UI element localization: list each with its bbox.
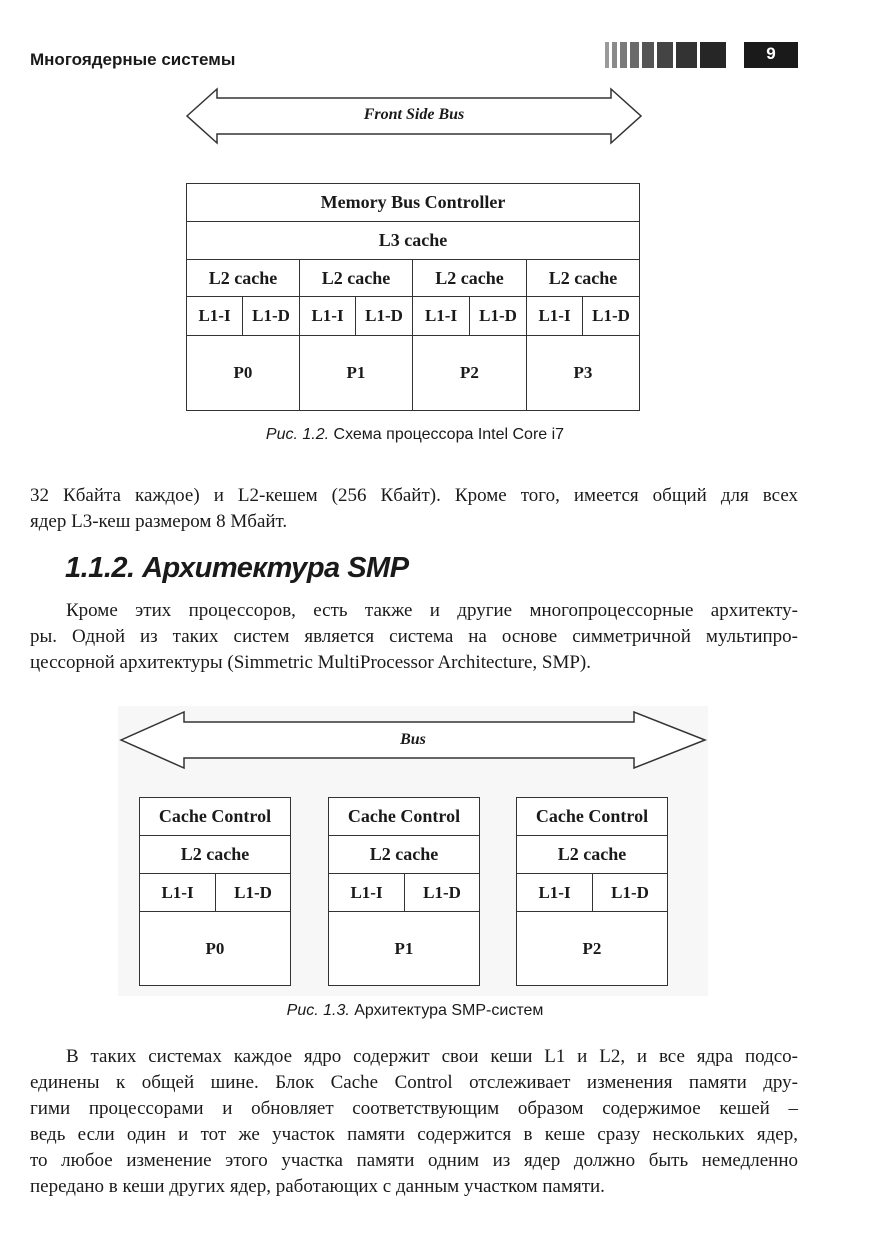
node-l1i: L1-I [516,873,593,912]
bus-label: Bus [400,731,426,748]
figure-caption-label: Рис. 1.3. [286,1002,350,1019]
section-heading: 1.1.2. Архитектура SMP [65,552,409,584]
core-l1d: L1-D [242,296,300,336]
front-side-bus-label: Front Side Bus [363,106,465,123]
node-l1i: L1-I [328,873,405,912]
text-line: Кроме этих процессоров, есть также и другие многопроцессорные архитекту- [66,600,798,621]
page-number: 9 [744,42,798,68]
core-processor: P2 [412,335,527,411]
core-l1i: L1-I [412,296,470,336]
node-l1d: L1-D [404,873,480,912]
text-line: цессорной архитектуры (Simmetric MultiProcessor Architecture, SMP). [30,652,592,673]
core-l1i: L1-I [526,296,583,336]
node-cache-control: Cache Control [516,797,668,836]
node-l1d: L1-D [592,873,668,912]
core-l1d: L1-D [355,296,413,336]
node-processor: P1 [328,911,480,986]
core-l1d: L1-D [469,296,527,336]
text-line: 32 Кбайта каждое) и L2-кешем (256 Кбайт). Кроме того, имеется общий для всех [30,485,798,506]
core-l1d: L1-D [582,296,640,336]
node-cache-control: Cache Control [139,797,291,836]
core-l2-cache: L2 cache [526,259,640,297]
text-line: гими процессорами и обновляет соответствующим образом содержимое кешей – [30,1098,798,1119]
text-line: ведь если один и тот же участок памяти содержится в кеше сразу нескольких ядер, [30,1124,798,1145]
text-line: В таких системах каждое ядро содержит свои кеши L1 и L2, и все ядра подсо- [66,1046,798,1067]
node-l1i: L1-I [139,873,216,912]
core-l2-cache: L2 cache [299,259,413,297]
text-line: ры. Одной из таких систем является система на основе симметричной мультипро- [30,626,798,647]
l3-cache: L3 cache [186,221,640,260]
figure-caption [0,1002,830,1020]
node-l2-cache: L2 cache [139,835,291,874]
node-processor: P2 [516,911,668,986]
text-line: ядер L3-кеш размером 8 Мбайт. [30,511,288,532]
node-processor: P0 [139,911,291,986]
paragraph [30,1044,798,1200]
running-head: Многоядерные системы [30,50,236,69]
figure-caption-text: Архитектура SMP-систем [354,1002,544,1019]
core-l1i: L1-I [186,296,243,336]
core-processor: P1 [299,335,413,411]
text-line: единены к общей шине. Блок Cache Control отслеживает изменения памяти дру- [30,1072,798,1093]
figure-caption-text: Схема процессора Intel Core i7 [333,426,565,443]
core-processor: P3 [526,335,640,411]
node-l2-cache: L2 cache [328,835,480,874]
core-l2-cache: L2 cache [186,259,300,297]
text-line: то любое изменение этого участка памяти одним из ядер должно быть немедленно [30,1150,798,1171]
text-line: передано в кеши других ядер, работающих с данным участком памяти. [30,1176,605,1197]
node-cache-control: Cache Control [328,797,480,836]
core-l1i: L1-I [299,296,356,336]
figure-caption-label: Рис. 1.2. [265,426,330,443]
memory-bus-controller: Memory Bus Controller [186,183,640,222]
node-l2-cache: L2 cache [516,835,668,874]
node-l1d: L1-D [215,873,291,912]
core-processor: P0 [186,335,300,411]
core-l2-cache: L2 cache [412,259,527,297]
